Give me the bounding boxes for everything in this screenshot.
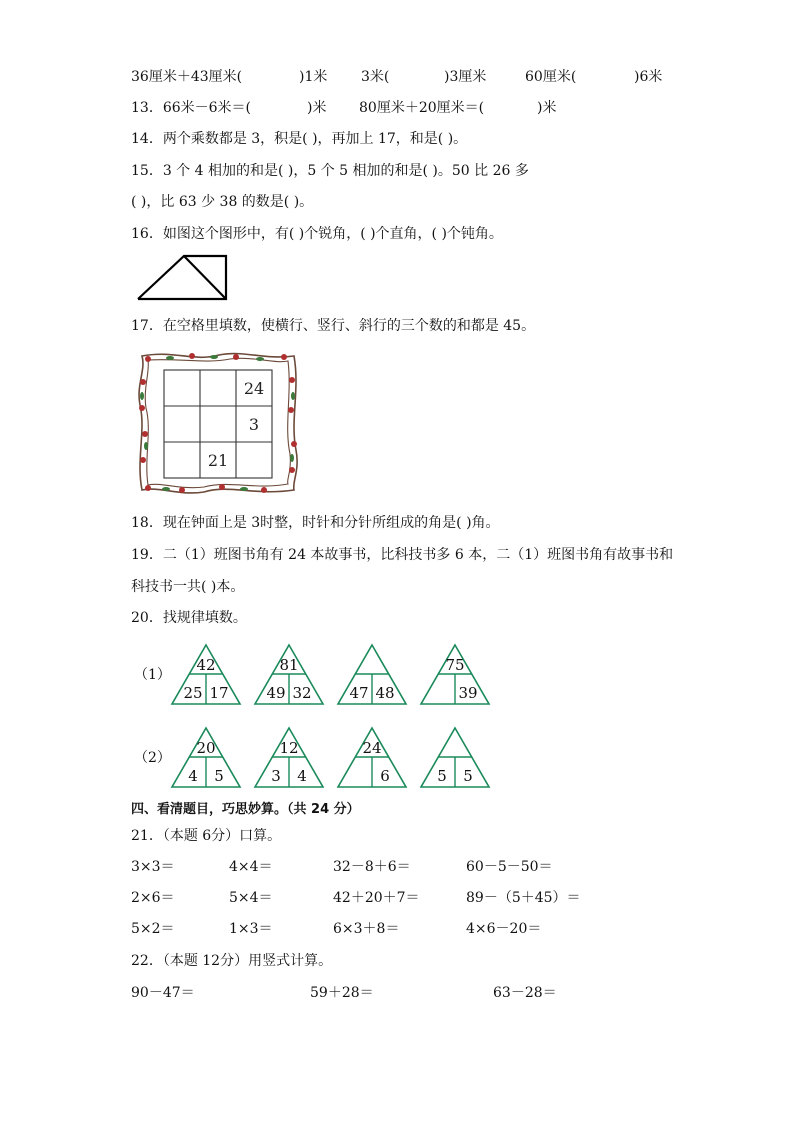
grid-cell-8: 21 xyxy=(207,451,229,470)
oral-calc-item: 5×2＝ xyxy=(131,921,175,937)
question-16: 16．如图这个图形中，有( )个锐角，( )个直角，( )个钝角。 xyxy=(131,226,503,242)
triangle-left-value: 49 xyxy=(266,684,286,702)
pattern-triangle-2-4 xyxy=(419,726,491,790)
oral-calc-item: 1×3＝ xyxy=(229,921,273,937)
magic-square-figure xyxy=(134,350,300,496)
triangle-left-value: 47 xyxy=(349,684,369,702)
pattern-triangle-2-1 xyxy=(170,726,242,790)
compare-rhs-2: )3厘米 xyxy=(444,69,487,85)
q13-part-3: 80厘米＋20厘米＝( xyxy=(359,100,485,116)
section-4-heading: 四、看清题目，巧思妙算。（共 24 分） xyxy=(131,802,360,817)
triangle-top-value: 75 xyxy=(445,656,465,674)
vertical-calc-1: 90－47＝ xyxy=(131,985,195,1001)
grid-cell-3: 24 xyxy=(243,379,265,398)
pattern-label-2: （2） xyxy=(134,750,171,766)
vine-border xyxy=(139,354,297,493)
triangle-left-value: 5 xyxy=(437,767,447,785)
oral-calc-item: 2×6＝ xyxy=(131,890,175,906)
question-19-line-1: 19．二（1）班图书角有 24 本故事书，比科技书多 6 本，二（1）班图书角有故事书和 xyxy=(131,547,674,563)
triangle-top-value: 42 xyxy=(196,656,216,674)
triangle-top-value: 20 xyxy=(196,739,216,757)
triangle-left-value: 25 xyxy=(183,684,203,702)
q13-part-1: 13．66米－6米＝( xyxy=(131,100,251,116)
compare-rhs-3: )6米 xyxy=(634,69,663,85)
q13-part-4: )米 xyxy=(537,100,557,116)
question-22: 22．（本题 12分）用竖式计算。 xyxy=(131,953,333,969)
triangle-left-value: 4 xyxy=(188,767,198,785)
pattern-triangle-2-3 xyxy=(336,726,408,790)
question-20: 20．找规律填数。 xyxy=(131,610,247,626)
oral-calc-item: 5×4＝ xyxy=(229,890,273,906)
question-15-line-2: ( )，比 63 少 38 的数是( )。 xyxy=(131,194,314,210)
grid-cell-6: 3 xyxy=(248,415,260,434)
triangle-top-value: 12 xyxy=(279,739,299,757)
oral-calc-item: 42＋20＋7＝ xyxy=(333,890,420,906)
angle-figure xyxy=(134,253,232,303)
compare-expr-1: 36厘米＋43厘米( xyxy=(131,69,243,85)
pattern-label-1: （1） xyxy=(134,667,171,683)
oral-calc-item: 4×6－20＝ xyxy=(466,921,542,937)
triangle-right-value: 4 xyxy=(297,767,307,785)
triangle-right-value: 5 xyxy=(463,767,473,785)
triangle-right-value: 39 xyxy=(458,684,478,702)
q13-part-2: )米 xyxy=(307,100,327,116)
vertical-calc-3: 63－28＝ xyxy=(493,985,557,1001)
question-14: 14．两个乘数都是 3，积是( )，再加上 17，和是( )。 xyxy=(131,131,468,147)
oral-calc-item: 32－8＋6＝ xyxy=(333,859,411,875)
pattern-triangle-2-2 xyxy=(253,726,325,790)
question-18: 18．现在钟面上是 3时整，时针和分针所组成的角是( )角。 xyxy=(131,515,500,531)
triangle-left-value: 3 xyxy=(271,767,281,785)
oral-calc-item: 3×3＝ xyxy=(131,859,175,875)
pattern-triangle-1-1 xyxy=(170,643,242,707)
question-21: 21．（本题 6分）口算。 xyxy=(131,828,282,844)
triangle-top-value: 24 xyxy=(362,739,382,757)
oral-calc-item: 6×3＋8＝ xyxy=(333,921,400,937)
triangle-right-value: 48 xyxy=(375,684,395,702)
pattern-triangle-1-2 xyxy=(253,643,325,707)
pattern-triangle-1-4 xyxy=(419,643,491,707)
compare-rhs-1: )1米 xyxy=(299,69,328,85)
oral-calc-item: 89－（5＋45）＝ xyxy=(466,890,581,906)
oral-calc-item: 4×4＝ xyxy=(229,859,273,875)
triangle-right-value: 17 xyxy=(209,684,229,702)
question-19-line-2: 科技书一共( )本。 xyxy=(131,579,245,595)
triangle-right-value: 6 xyxy=(380,767,390,785)
triangle-top-value: 81 xyxy=(279,656,299,674)
question-17: 17．在空格里填数，使横行、竖行、斜行的三个数的和都是 45。 xyxy=(131,318,536,334)
oral-calc-item: 60－5－50＝ xyxy=(466,859,553,875)
pattern-triangle-1-3 xyxy=(336,643,408,707)
flower-decorations xyxy=(139,353,297,493)
question-15-line-1: 15．3 个 4 相加的和是( )，5 个 5 相加的和是( )。50 比 26 多 xyxy=(131,163,529,179)
vertical-calc-2: 59＋28＝ xyxy=(310,985,374,1001)
compare-expr-2: 3米( xyxy=(361,69,390,85)
triangle-right-value: 32 xyxy=(292,684,312,702)
triangle-right-value: 5 xyxy=(214,767,224,785)
compare-expr-3: 60厘米( xyxy=(525,69,577,85)
